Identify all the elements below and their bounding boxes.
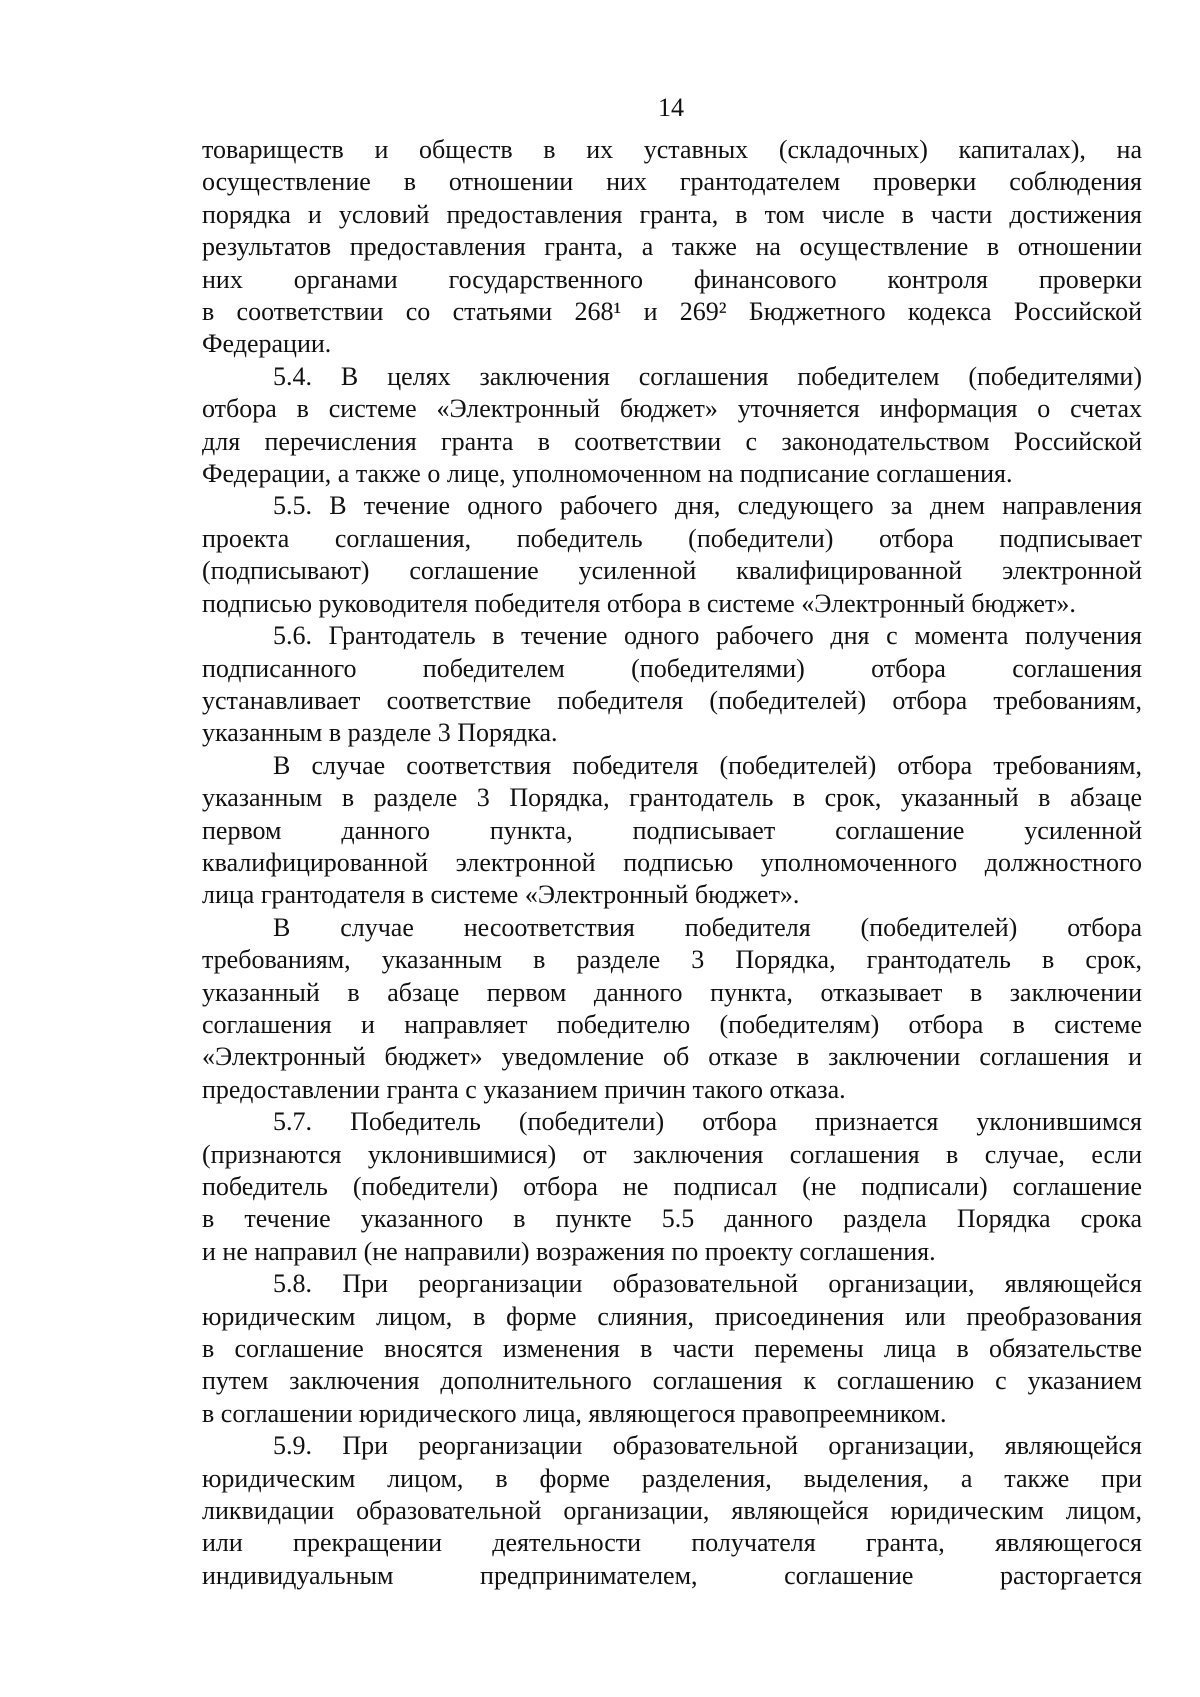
text-line: указанный в абзаце первом данного пункта, отказывает в заключении [202,977,1142,1007]
text-line: «Электронный бюджет» уведомление об отказе в заключении соглашения и [202,1042,1142,1072]
text-line: для перечисления гранта в соответствии с законодательством Российской [202,426,1142,456]
text-line: предоставлении гранта с указанием причин такого отказа. [202,1074,846,1104]
text-line: 5.9. При реорганизации образовательной организации, являющейся [273,1431,1142,1461]
text-line: юридическим лицом, в форме слияния, присоединения или преобразования [202,1301,1142,1331]
text-line: соглашения и направляет победителю (победителям) отбора в системе [202,1009,1142,1039]
text-line: индивидуальным предпринимателем, соглашение расторгается [202,1560,1142,1590]
text-line: в соответствии со статьями 268¹ и 269² Бюджетного кодекса Российской [202,297,1142,327]
text-line: в течение указанного в пункте 5.5 данного раздела Порядка срока [202,1204,1142,1234]
paragraph-5-8 [202,1268,1142,1430]
text-line: юридическим лицом, в форме разделения, выделения, а также при [202,1463,1142,1493]
paragraph-5-7 [202,1106,1142,1268]
text-line: требованиям, указанным в разделе 3 Порядка, грантодатель в срок, [202,945,1142,975]
text-line: победитель (победители) отбора не подписал (не подписали) соглашение [202,1172,1142,1201]
text-line: 5.5. В течение одного рабочего дня, следующего за днем направления [273,491,1142,521]
paragraph-5-5 [202,490,1142,620]
text-line: 5.4. В целях заключения соглашения победителем (победителями) [273,361,1142,391]
text-line: Федерации, а также о лице, уполномоченном на подписание соглашения. [202,459,1013,489]
text-line: 5.7. Победитель (победители) отбора признается уклонившимся [273,1107,1142,1137]
text-line: подписью руководителя победителя отбора в системе «Электронный бюджет». [202,588,1076,618]
text-line: подписанного победителем (победителями) отбора соглашения [202,653,1142,683]
text-line: порядка и условий предоставления гранта, в том числе в части достижения [202,199,1142,229]
paragraph-5-9 [202,1430,1142,1592]
text-line: указанным в разделе 3 Порядка, грантодатель в срок, указанный в абзаце [202,783,1142,813]
paragraph-compliance [202,750,1142,912]
text-line: 5.6. Грантодатель в течение одного рабочего дня с момента получения [273,621,1142,651]
paragraph-continuation [202,134,1142,361]
text-line: товариществ и обществ в их уставных (складочных) капиталах), на [202,135,1142,164]
text-line: 5.8. При реорганизации образовательной организации, являющейся [273,1269,1142,1299]
text-line: (подписывают) соглашение усиленной квалифицированной электронной [202,556,1142,586]
text-line: первом данного пункта, подписывает соглашение усиленной [202,815,1142,845]
paragraph-noncompliance [202,912,1142,1106]
text-line: лица грантодателя в системе «Электронный бюджет». [202,880,800,910]
text-line: квалифицированной электронной подписью уполномоченного должностного [202,847,1142,877]
text-line: путем заключения дополнительного соглашения к соглашению с указанием [202,1366,1142,1396]
page-number: 14 [658,93,684,122]
text-line: проекта соглашения, победитель (победители) отбора подписывает [202,523,1142,553]
text-line: них органами государственного финансового контроля проверки [202,264,1142,294]
text-line: указанным в разделе 3 Порядка. [202,718,558,748]
text-line: осуществление в отношении них грантодателем проверки соблюдения [202,167,1142,197]
text-line: результатов предоставления гранта, а также на осуществление в отношении [202,232,1142,262]
paragraph-5-4 [202,361,1142,491]
text-line: ликвидации образовательной организации, являющейся юридическим лицом, [202,1496,1142,1526]
text-line: (признаются уклонившимися) от заключения соглашения в случае, если [202,1139,1142,1169]
text-line: в соглашение вносятся изменения в части перемены лица в обязательстве [202,1334,1142,1364]
paragraph-5-6 [202,620,1142,750]
text-line: устанавливает соответствие победителя (победителей) отбора требованиям, [202,685,1142,715]
text-line: В случае соответствия победителя (победителей) отбора требованиям, [273,750,1142,780]
text-line: Федерации. [202,329,332,359]
text-line: или прекращении деятельности получателя гранта, являющегося [202,1528,1142,1558]
text-line: и не направил (не направили) возражения по проекту соглашения. [202,1236,936,1266]
document-body [202,134,1142,1592]
text-line: В случае несоответствия победителя (победителей) отбора [273,912,1142,942]
text-line: отбора в системе «Электронный бюджет» уточняется информация о счетах [202,394,1142,424]
text-line: в соглашении юридического лица, являющегося правопреемником. [202,1398,947,1428]
